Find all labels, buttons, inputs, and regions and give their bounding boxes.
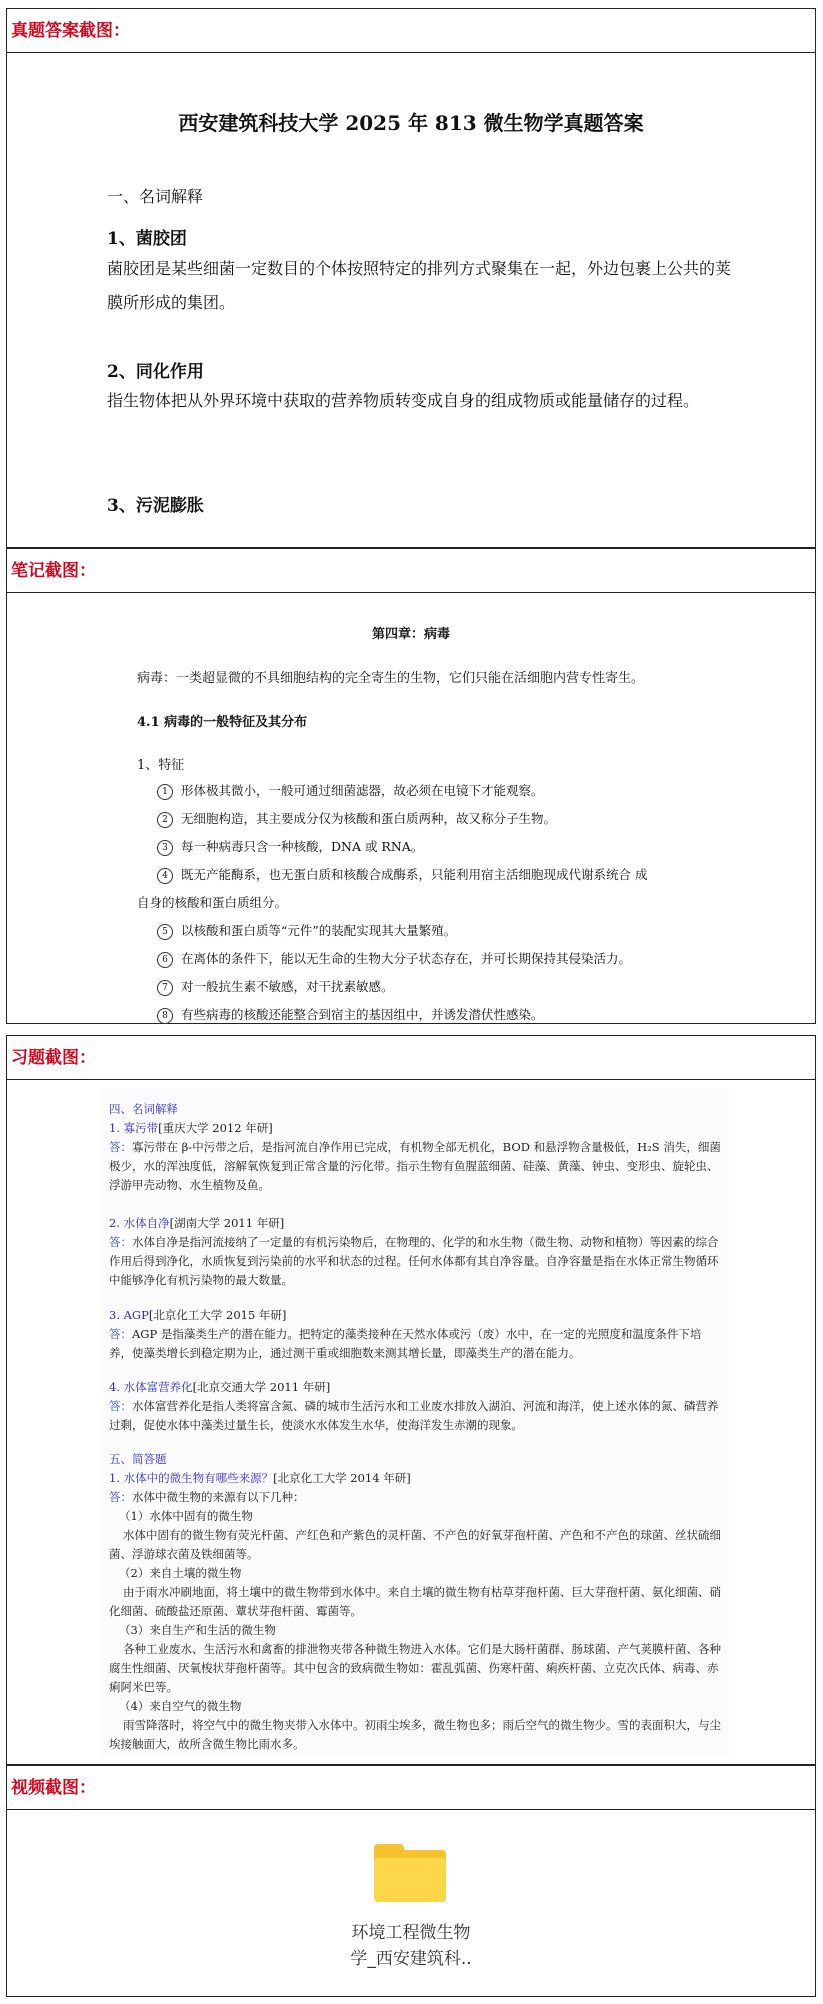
answer-text: 寡污带在 β-中污带之后，是指河流自净作用已完成，有机物全部无机化，BOD 和悬浮物含量极低，H₂S 消失，细菌极少，水的浑浊度低，溶解氧恢复到正常含量的污化带。指示生物有鱼腥蓝细菌、硅藻、黄藻、钟虫、变形虫、旋轮虫、浮游甲壳动物、水生植物及鱼。 [109,1140,721,1192]
list-item [137,861,717,889]
folder-name-line-2[interactable]: 学_西安建筑科.. [350,1949,472,1969]
question-term: 3. AGP [109,1308,149,1322]
virus-definition: 病毒：一类超显微的不具细胞结构的完全寄生的生物，它们只能在活细胞内营专性寄生。 [137,671,645,686]
question-source: [北京化工大学 2014 年研] [273,1471,411,1485]
notes-panel-header: 笔记截图： [7,549,815,593]
answer-text: 水体富营养化是指人类将富含氮、磷的城市生活污水和工业废水排放入湖泊、河流和海洋，使上述水体的氮、磷营养过剩，促使水体中藻类过量生长，使淡水水体发生水华，使海洋发生赤潮的现象。 [109,1399,719,1432]
document-title: 西安建筑科技大学 2025 年 813 微生物学真题答案 [178,111,644,135]
answer-text: AGP 是指藻类生产的潜在能力。把特定的藻类接种在天然水体或污（废）水中，在一定的光照度和温度条件下培养，使藻类增长到稳定期为止，通过测干重或细胞数来测其增长量，即藻类生产的潜在能力。 [109,1327,702,1360]
source-2-body: 由于雨水冲刷地面，将土壤中的微生物带到水体中。来自土壤的微生物有枯草芽孢杆菌、巨大芽孢杆菌、氨化细菌、硝化细菌、硫酸盐还原菌、蕈状芽孢杆菌、霉菌等。 [109,1585,721,1618]
answer-label: 答： [109,1490,132,1504]
item-number: 4 [157,868,173,884]
question-4 [109,1378,721,1397]
question-term: 1. 水体中的微生物有哪些来源？ [109,1471,274,1485]
video-panel [6,1765,816,1997]
term-heading-1: 1、菌胶团 [107,229,187,249]
item-text: 形体极其微小，一般可通过细菌滤器，故必须在电镜下才能观察。 [181,783,544,798]
question-source: [重庆大学 2012 年研] [158,1121,273,1135]
answer-3 [109,1325,721,1363]
item-text: 以核酸和蛋白质等“元件”的装配实现其大量繁殖。 [181,923,457,938]
section-heading: 一、名词解释 [107,187,204,206]
list-item [137,945,717,973]
source-3-body: 各种工业废水、生活污水和禽畜的排泄物夹带各种微生物进入水体。它们是大肠杆菌群、肠球菌、产气荚膜杆菌、各种腐生性细菌、厌氧梭状芽孢杆菌等。其中包含的致病微生物如：霍乱弧菌、伤寒杆菌、痢疾杆菌、立克次氏体、病毒、赤痢阿米巴等。 [109,1642,721,1694]
term-body-2: 指生物体把从外界环境中获取的营养物质转变成自身的组成物质或能量储存的过程。 [107,391,700,410]
item-number: 1 [157,784,173,800]
term-heading-2: 2、同化作用 [107,362,204,382]
question-source: [北京化工大学 2015 年研] [148,1308,287,1322]
question-3 [109,1306,721,1325]
answer-4 [109,1397,721,1435]
list-item [137,805,717,833]
answer-text: 水体中微生物的来源有以下几种： [132,1490,305,1504]
answer-panel-header: 真题答案截图： [7,9,815,53]
feature-list [137,777,717,1029]
folder-icon[interactable] [374,1844,446,1902]
item-text: 既无产能酶系，也无蛋白质和核酸合成酶系，只能利用宿主活细胞现成代谢系统合 成 [181,867,648,882]
answer-2 [109,1233,721,1290]
question-1 [109,1119,721,1138]
item-text: 无细胞构造，其主要成分仅为核酸和蛋白质两种，故又称分子生物。 [181,811,557,826]
folder-name-line-1[interactable]: 环境工程微生物 [351,1923,471,1943]
exercise-screenshot [101,1088,729,1756]
list-item [137,1001,717,1029]
answer-label: 答： [109,1140,132,1154]
list-item-continuation [137,889,717,917]
section-heading-5: 五、简答题 [109,1452,167,1466]
item-text: 每一种病毒只含一种核酸，DNA 或 RNA。 [181,839,424,854]
video-panel-header: 视频截图： [7,1766,815,1810]
question-term: 4. 水体富营养化 [109,1380,193,1394]
item-number: 2 [157,812,173,828]
question-2 [109,1214,721,1233]
term-heading-3: 3、污泥膨胀 [107,496,204,516]
item-number: 8 [157,1008,173,1024]
answer-panel [6,8,816,548]
source-1-title: （1）水体中固有的微生物 [119,1509,253,1523]
question-term: 1. 寡污带 [109,1121,159,1135]
section-title: 4.1 病毒的一般特征及其分布 [137,715,308,730]
item-number: 7 [157,980,173,996]
question-term: 2. 水体自净 [109,1216,170,1230]
list-item [137,833,717,861]
item-number: 3 [157,840,173,856]
item-number: 5 [157,924,173,940]
item-text: 自身的核酸和蛋白质组分。 [137,895,288,910]
source-4-title: （4）来自空气的微生物 [119,1699,242,1713]
list-item [137,917,717,945]
notes-panel [6,548,816,1024]
source-3-title: （3）来自生产和生活的微生物 [119,1623,276,1637]
source-4-body: 雨雪降落时，将空气中的微生物夹带入水体中。初雨尘埃多，微生物也多；雨后空气的微生物少。雪的表面积大，与尘埃接触面大，故所含微生物比雨水多。 [109,1718,721,1751]
source-1-body: 水体中固有的微生物有荧光杆菌、产红色和产紫色的灵杆菌、不产色的好氧芽孢杆菌、产色和不产色的球菌、丝状硫细菌、浮游球衣菌及铁细菌等。 [109,1528,721,1561]
item-number: 6 [157,952,173,968]
answer-5 [109,1488,721,1507]
item-text: 有些病毒的核酸还能整合到宿主的基因组中，并诱发潜伏性感染。 [181,1007,544,1022]
source-2-title: （2）来自土壤的微生物 [119,1566,242,1580]
section-heading-4: 四、名词解释 [109,1102,178,1116]
answer-label: 答： [109,1327,132,1341]
answer-label: 答： [109,1235,132,1249]
answer-1 [109,1138,721,1195]
list-item [137,973,717,1001]
term-body-1: 菌胶团是某些细菌一定数目的个体按照特定的排列方式聚集在一起，外边包裹上公共的荚膜所形成的集团。 [107,259,732,312]
feature-heading: 1、特征 [137,758,185,773]
chapter-title: 第四章：病毒 [371,627,450,642]
exercise-panel [6,1035,816,1765]
question-5 [109,1469,721,1488]
list-item [137,777,717,805]
item-text: 在离体的条件下，能以无生命的生物大分子状态存在，并可长期保持其侵染活力。 [181,951,632,966]
answer-label: 答： [109,1399,132,1413]
answer-text: 水体自净是指河流接纳了一定量的有机污染物后，在物理的、化学的和水生物（微生物、动物和植物）等因素的综合作用后得到净化，水质恢复到污染前的水平和状态的过程。任何水体都有其自净容量。自净容量是指在水体正常生物循环中能够净化有机污染物的最大数量。 [109,1235,719,1287]
question-source: [湖南大学 2011 年研] [169,1216,285,1230]
question-source: [北京交通大学 2011 年研] [192,1380,331,1394]
exercise-panel-header: 习题截图： [7,1036,815,1080]
item-text: 对一般抗生素不敏感，对干扰素敏感。 [181,979,394,994]
